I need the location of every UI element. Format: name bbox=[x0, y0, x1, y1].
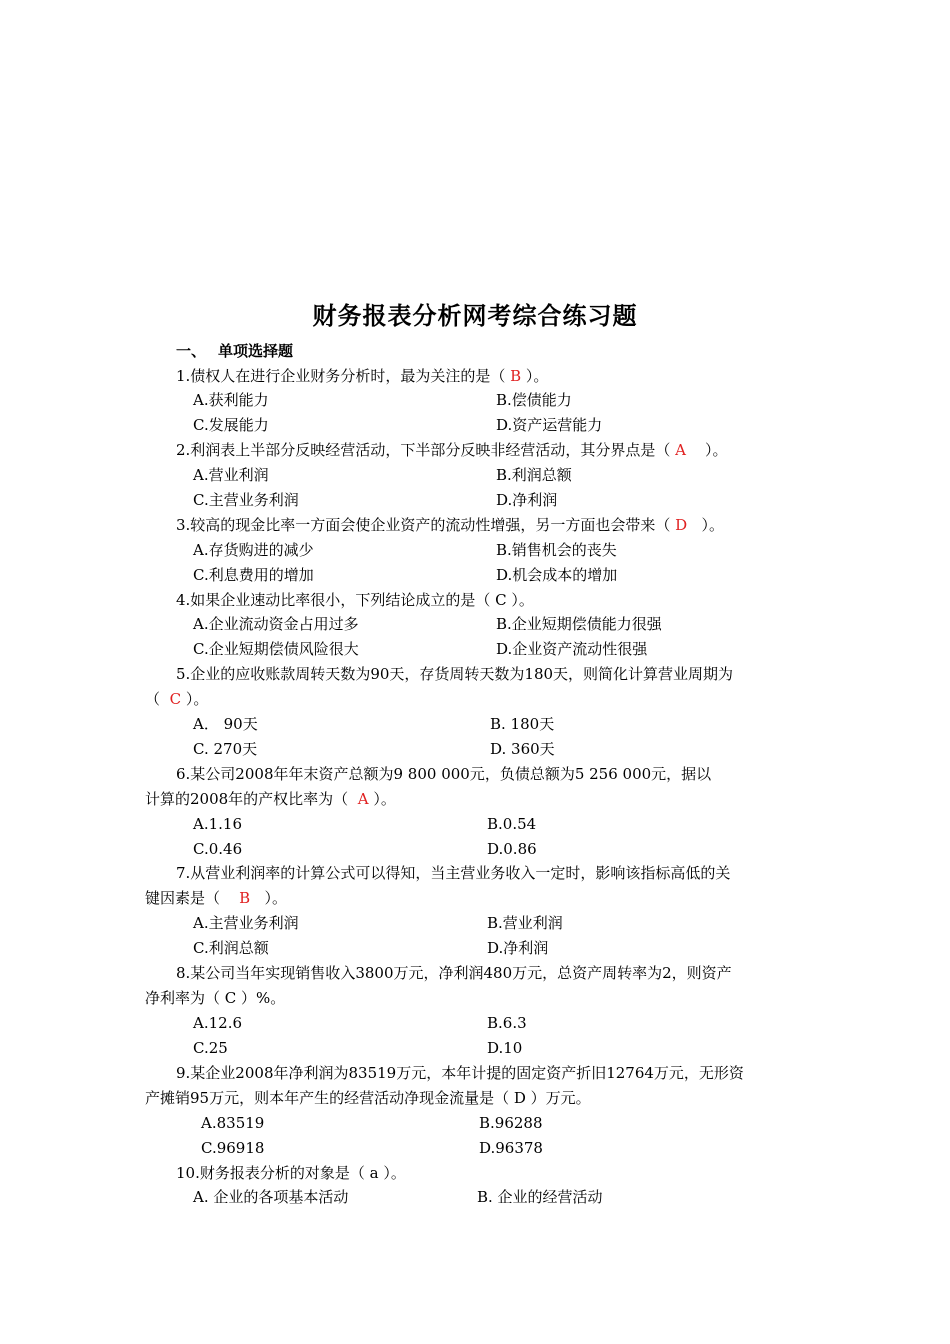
option-b: B.6.3 bbox=[487, 1014, 527, 1032]
option-a: A.企业流动资金占用过多 bbox=[193, 615, 359, 633]
option-b: B.企业短期偿债能力很强 bbox=[496, 615, 662, 633]
question-text-end: ）。 bbox=[264, 889, 287, 907]
option-c: C.利润总额 bbox=[193, 939, 269, 957]
answer: B bbox=[510, 367, 522, 385]
question-4: 4.如果企业速动比率很小，下列结论成立的是（ C ）。 bbox=[176, 591, 534, 609]
document-title: 财务报表分析网考综合练习题 bbox=[312, 302, 638, 330]
option-d: D. 360天 bbox=[490, 740, 555, 758]
option-b: B. 企业的经营活动 bbox=[477, 1188, 603, 1206]
answer: A bbox=[675, 441, 686, 459]
question-text-end: ）。 bbox=[705, 441, 728, 459]
question-1 bbox=[176, 366, 548, 386]
question-6-line-2 bbox=[145, 789, 396, 809]
question-2 bbox=[176, 440, 728, 460]
question-8-line-1: 8.某公司当年实现销售收入3800万元，净利润480万元，总资产周转率为2，则资产 bbox=[176, 964, 732, 982]
option-d: D.资产运营能力 bbox=[496, 416, 603, 434]
question-text-end: ）。 bbox=[525, 367, 549, 385]
answer: D bbox=[675, 516, 688, 534]
option-b: B.0.54 bbox=[487, 815, 537, 833]
option-d: D.企业资产流动性很强 bbox=[496, 640, 648, 658]
question-text: 键因素是（ bbox=[145, 889, 221, 907]
question-text: 2.利润表上半部分反映经营活动，下半部分反映非经营活动，其分界点是（ bbox=[176, 441, 671, 459]
option-a: A.营业利润 bbox=[193, 466, 269, 484]
question-7-line-2 bbox=[145, 888, 287, 908]
question-text-end: ）。 bbox=[373, 790, 396, 808]
question-8-line-2: 净利率为（ C ）%。 bbox=[145, 989, 286, 1007]
question-text: （ bbox=[145, 690, 161, 708]
option-d: D.净利润 bbox=[487, 939, 549, 957]
option-b: B.偿债能力 bbox=[496, 391, 572, 409]
option-c: C. 270天 bbox=[193, 740, 258, 758]
option-d: D.机会成本的增加 bbox=[496, 566, 618, 584]
option-a: A． 90天 bbox=[193, 715, 258, 733]
question-9-line-2: 产摊销95万元，则本年产生的经营活动净现金流量是（ D ）万元。 bbox=[145, 1089, 591, 1107]
question-3 bbox=[176, 515, 724, 535]
option-a: A.12.6 bbox=[193, 1014, 242, 1032]
answer: B bbox=[239, 889, 251, 907]
section-heading bbox=[176, 340, 293, 361]
option-c: C.发展能力 bbox=[193, 416, 269, 434]
question-text-end: ）。 bbox=[701, 516, 724, 534]
option-d: D.96378 bbox=[479, 1139, 543, 1157]
question-5-line-2 bbox=[145, 689, 208, 709]
question-5-line-1: 5.企业的应收账款周转天数为90天，存货周转天数为180天，则简化计算营业周期为 bbox=[176, 665, 734, 683]
option-b: B.营业利润 bbox=[487, 914, 563, 932]
option-a: A.存货购进的减少 bbox=[193, 541, 314, 559]
option-c: C.主营业务利润 bbox=[193, 491, 299, 509]
option-a: A.主营业务利润 bbox=[193, 914, 299, 932]
option-c: C.25 bbox=[193, 1039, 228, 1057]
option-b: B.96288 bbox=[479, 1114, 543, 1132]
option-c: C.96918 bbox=[201, 1139, 265, 1157]
question-9-line-1: 9.某企业2008年净利润为83519万元，本年计提的固定资产折旧12764万元，无形资 bbox=[176, 1064, 744, 1082]
option-b: B.销售机会的丧失 bbox=[496, 541, 617, 559]
option-c: C.企业短期偿债风险很大 bbox=[193, 640, 359, 658]
question-10: 10.财务报表分析的对象是（ a ）。 bbox=[176, 1164, 406, 1182]
option-c: C.利息费用的增加 bbox=[193, 566, 314, 584]
question-text-end: ）。 bbox=[185, 690, 209, 708]
section-label: 单项选择题 bbox=[218, 342, 294, 360]
question-text: 计算的2008年的产权比率为（ bbox=[145, 790, 349, 808]
question-6-line-1: 6.某公司2008年年末资产总额为9 800 000元，负债总额为5 256 000元，据以 bbox=[176, 765, 712, 783]
option-b: B.利润总额 bbox=[496, 466, 572, 484]
option-d: D.10 bbox=[487, 1039, 523, 1057]
option-a: A.83519 bbox=[201, 1114, 265, 1132]
answer: A bbox=[357, 790, 369, 808]
option-a: A.1.16 bbox=[193, 815, 242, 833]
option-d: D.0.86 bbox=[487, 840, 537, 858]
option-a: A. 企业的各项基本活动 bbox=[193, 1188, 349, 1206]
option-a: A.获利能力 bbox=[193, 391, 269, 409]
option-d: D.净利润 bbox=[496, 491, 558, 509]
option-b: B. 180天 bbox=[490, 715, 555, 733]
answer: C bbox=[169, 690, 182, 708]
section-number: 一、 bbox=[176, 342, 207, 360]
question-text: 1.债权人在进行企业财务分析时，最为关注的是（ bbox=[176, 367, 506, 385]
question-text: 3.较高的现金比率一方面会使企业资产的流动性增强，另一方面也会带来（ bbox=[176, 516, 671, 534]
question-7-line-1: 7.从营业利润率的计算公式可以得知，当主营业务收入一定时，影响该指标高低的关 bbox=[176, 864, 731, 882]
option-c: C.0.46 bbox=[193, 840, 243, 858]
